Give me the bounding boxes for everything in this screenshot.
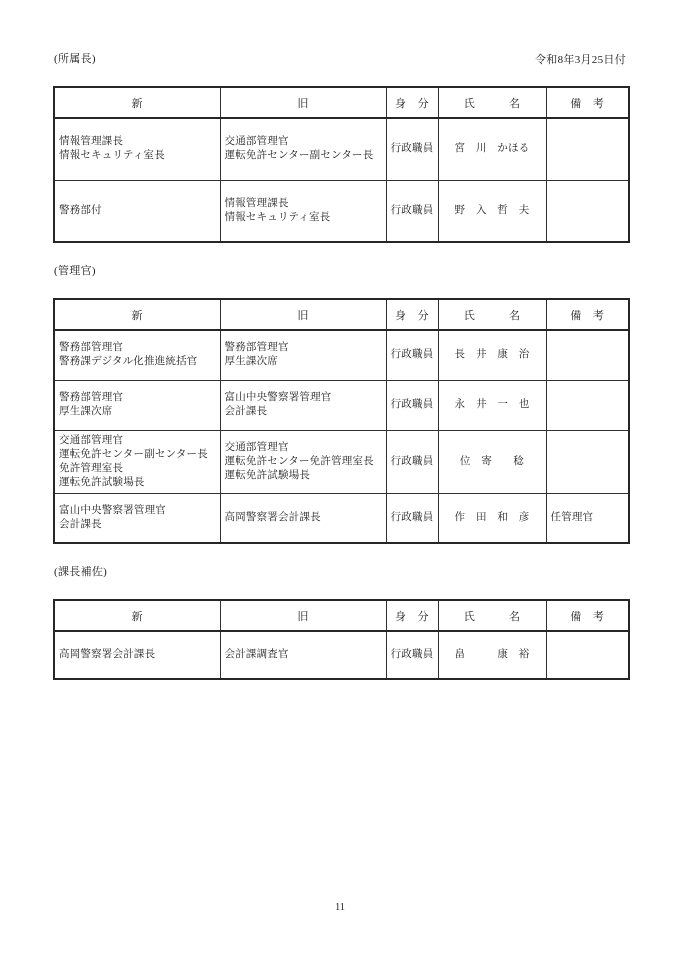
transfer-section — [53, 563, 628, 680]
table-row — [54, 430, 629, 493]
col-header-status: 身 分 — [386, 87, 438, 118]
section-title: (所属長) — [54, 53, 96, 65]
transfer-table — [53, 86, 630, 243]
name-cell: 野 入 哲 夫 — [438, 180, 546, 242]
table-row — [54, 631, 629, 679]
col-header-name: 氏 名 — [438, 600, 546, 631]
new-position-cell: 警務部付 — [54, 180, 220, 242]
status-cell: 行政職員 — [386, 631, 438, 679]
old-position-cell: 警務部管理官 厚生課次席 — [220, 330, 386, 380]
new-position-cell: 警務部管理官 厚生課次席 — [54, 380, 220, 430]
old-position-cell: 富山中央警察署管理官 会計課長 — [220, 380, 386, 430]
new-position-cell: 富山中央警察署管理官 会計課長 — [54, 493, 220, 543]
note-cell — [546, 631, 629, 679]
table-body — [54, 631, 629, 679]
status-cell: 行政職員 — [386, 380, 438, 430]
col-header-status: 身 分 — [386, 600, 438, 631]
note-cell — [546, 180, 629, 242]
transfer-table — [53, 599, 630, 680]
section-title: (課長補佐) — [54, 566, 108, 578]
name-cell: 畠 康 裕 — [438, 631, 546, 679]
table-row — [54, 118, 629, 180]
name-cell: 位 寄 稔 — [438, 430, 546, 493]
old-position-cell: 高岡警察署会計課長 — [220, 493, 386, 543]
col-header-new: 新 — [54, 299, 220, 330]
name-cell: 長 井 康 治 — [438, 330, 546, 380]
name-cell: 作 田 和 彦 — [438, 493, 546, 543]
old-position-cell: 交通部管理官 運転免許センター副センター長 — [220, 118, 386, 180]
col-header-old: 旧 — [220, 299, 386, 330]
note-cell — [546, 380, 629, 430]
status-cell: 行政職員 — [386, 330, 438, 380]
col-header-new: 新 — [54, 87, 220, 118]
col-header-name: 氏 名 — [438, 87, 546, 118]
note-cell — [546, 118, 629, 180]
header-row — [54, 299, 629, 330]
col-header-new: 新 — [54, 600, 220, 631]
new-position-cell: 交通部管理官 運転免許センター副センター長 免許管理室長 運転免許試験場長 — [54, 430, 220, 493]
table-body — [54, 118, 629, 242]
col-header-old: 旧 — [220, 87, 386, 118]
status-cell: 行政職員 — [386, 180, 438, 242]
table-row — [54, 330, 629, 380]
name-cell: 永 井 一 也 — [438, 380, 546, 430]
table-header — [54, 299, 629, 330]
header-row — [54, 600, 629, 631]
transfer-table — [53, 298, 630, 544]
table-row — [54, 493, 629, 543]
col-header-name: 氏 名 — [438, 299, 546, 330]
date-label: 令和8年3月25日付 — [535, 54, 626, 66]
transfer-section — [53, 50, 628, 243]
section-title: (管理官) — [54, 265, 96, 277]
table-body — [54, 330, 629, 543]
sections-container — [53, 50, 628, 680]
note-cell — [546, 430, 629, 493]
old-position-cell: 情報管理課長 情報セキュリティ室長 — [220, 180, 386, 242]
col-header-note: 備 考 — [546, 600, 629, 631]
old-position-cell: 会計課調査官 — [220, 631, 386, 679]
transfer-section — [53, 262, 628, 544]
old-position-cell: 交通部管理官 運転免許センター免許管理室長 運転免許試験場長 — [220, 430, 386, 493]
new-position-cell: 高岡警察署会計課長 — [54, 631, 220, 679]
new-position-cell: 警務部管理官 警務課デジタル化推進統括官 — [54, 330, 220, 380]
col-header-note: 備 考 — [546, 299, 629, 330]
note-cell — [546, 330, 629, 380]
status-cell: 行政職員 — [386, 118, 438, 180]
col-header-note: 備 考 — [546, 87, 629, 118]
col-header-old: 旧 — [220, 600, 386, 631]
note-cell: 任管理官 — [546, 493, 629, 543]
table-row — [54, 380, 629, 430]
new-position-cell: 情報管理課長 情報セキュリティ室長 — [54, 118, 220, 180]
header-row — [54, 87, 629, 118]
table-header — [54, 87, 629, 118]
name-cell: 宮 川 かほる — [438, 118, 546, 180]
status-cell: 行政職員 — [386, 430, 438, 493]
page-number: 11 — [334, 902, 346, 913]
status-cell: 行政職員 — [386, 493, 438, 543]
col-header-status: 身 分 — [386, 299, 438, 330]
table-header — [54, 600, 629, 631]
table-row — [54, 180, 629, 242]
